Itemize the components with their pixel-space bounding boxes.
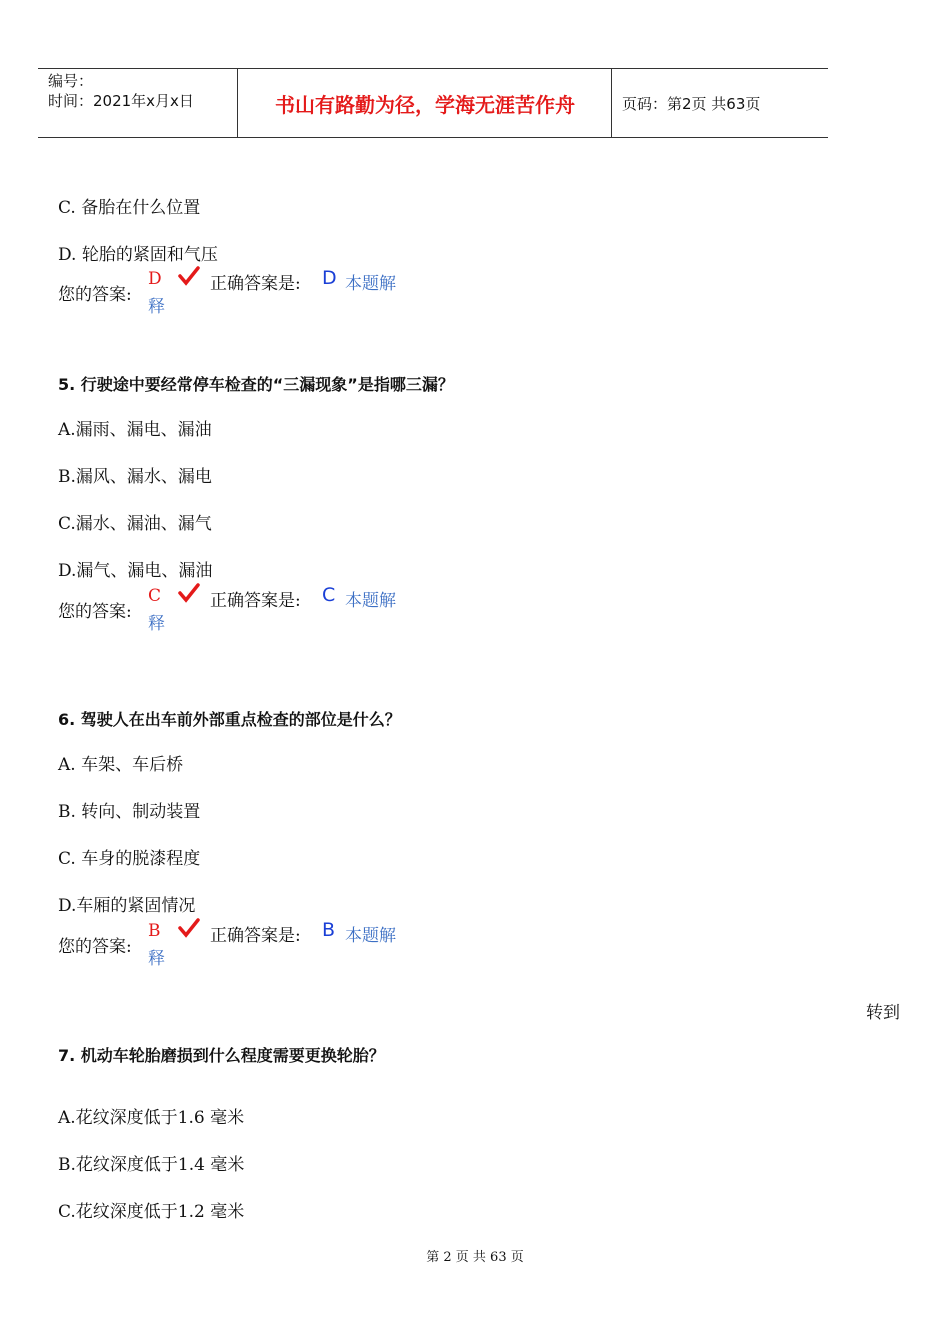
check-mark-icon <box>178 582 200 604</box>
q5-option-d: D.漏气、漏电、漏油 <box>58 561 213 581</box>
q5-correct-label: 正确答案是: <box>210 591 301 611</box>
q7-question: 7. 机动车轮胎磨损到什么程度需要更换轮胎？ <box>58 1046 385 1065</box>
q5-option-c: C.漏水、漏油、漏气 <box>58 514 212 534</box>
q5-question: 5. 行驶途中要经常停车检查的“三漏现象”是指哪三漏？ <box>58 375 454 394</box>
page-header <box>38 68 828 138</box>
q7-option-b: B.花纹深度低于1.4 毫米 <box>58 1155 245 1175</box>
goto-link[interactable]: 转到 <box>866 1003 900 1023</box>
q5-explanation-link-cont[interactable]: 释 <box>148 614 165 634</box>
q6-your-answer: B <box>148 921 161 941</box>
header-motto: 书山有路勤为径，学海无涯苦作舟 <box>275 93 575 117</box>
q4-explanation-link-cont[interactable]: 释 <box>148 297 165 317</box>
q5-option-a: A.漏雨、漏电、漏油 <box>58 420 212 440</box>
q4-explanation-link[interactable]: 本题解 <box>345 274 396 294</box>
q6-option-d: D.车厢的紧固情况 <box>58 896 196 916</box>
q7-option-c: C.花纹深度低于1.2 毫米 <box>58 1202 245 1222</box>
q6-correct-label: 正确答案是: <box>210 926 301 946</box>
q6-option-b: B. 转向、制动装置 <box>58 802 201 822</box>
q6-option-a: A. 车架、车后桥 <box>58 755 184 775</box>
q4-your-answer-label: 您的答案: <box>58 285 132 305</box>
q6-correct-answer: B <box>322 919 336 941</box>
q5-your-answer-label: 您的答案: <box>58 602 132 622</box>
header-number: 编号： <box>48 72 94 90</box>
q6-your-answer-label: 您的答案: <box>58 937 132 957</box>
page-footer: 第 2 页 共 63 页 <box>426 1250 524 1265</box>
q4-option-d: D. 轮胎的紧固和气压 <box>58 245 218 265</box>
q5-correct-answer: C <box>322 584 336 606</box>
header-meta <box>48 71 194 111</box>
q4-option-c: C. 备胎在什么位置 <box>58 198 201 218</box>
q5-your-answer: C <box>148 586 162 606</box>
q6-question: 6. 驾驶人在出车前外部重点检查的部位是什么？ <box>58 710 401 729</box>
q4-correct-answer: D <box>322 267 337 289</box>
q6-explanation-link-cont[interactable]: 释 <box>148 949 165 969</box>
check-mark-icon <box>178 265 200 287</box>
q4-your-answer: D <box>148 269 162 289</box>
q5-option-b: B.漏风、漏水、漏电 <box>58 467 212 487</box>
header-page-info: 页码：第2页 共63页 <box>622 95 761 113</box>
header-divider <box>611 69 612 137</box>
q5-explanation-link[interactable]: 本题解 <box>345 591 396 611</box>
check-mark-icon <box>178 917 200 939</box>
header-time: 时间：2021年x月x日 <box>48 92 194 110</box>
q6-option-c: C. 车身的脱漆程度 <box>58 849 201 869</box>
q4-correct-label: 正确答案是: <box>210 274 301 294</box>
q6-explanation-link[interactable]: 本题解 <box>345 926 396 946</box>
q7-option-a: A.花纹深度低于1.6 毫米 <box>58 1108 245 1128</box>
